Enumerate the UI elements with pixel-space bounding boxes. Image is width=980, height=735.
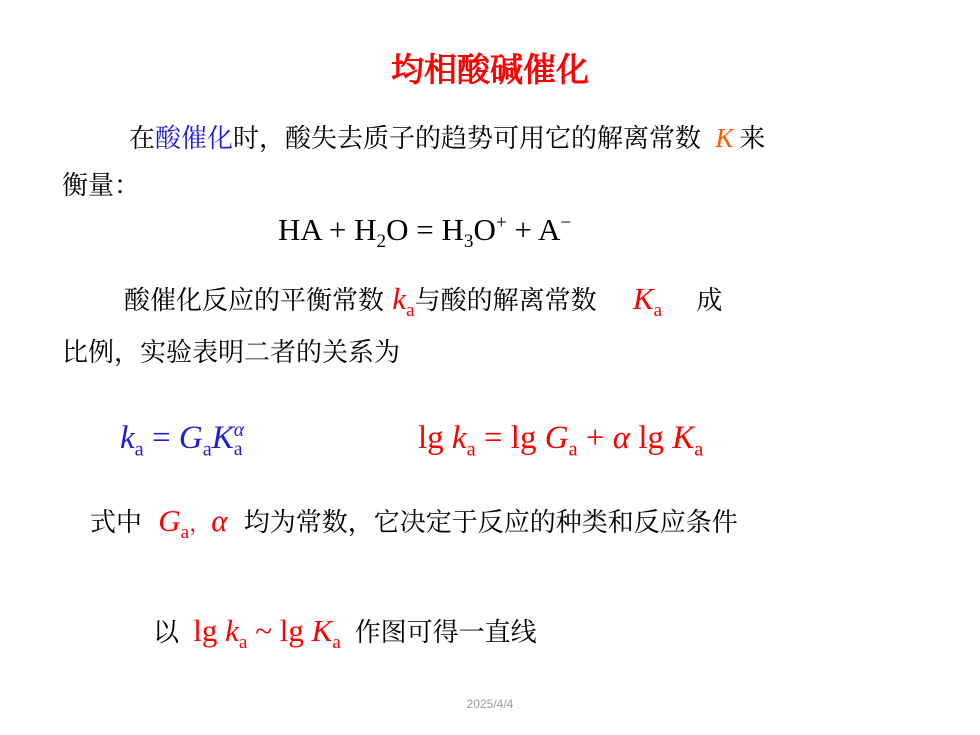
eq2-k: $k_a$ [120, 420, 144, 461]
eq3-lg-2: lg [510, 420, 537, 456]
eq1-plus-2: + [514, 212, 532, 247]
paragraph-1-line-2: 衡量： [62, 171, 141, 201]
eq3-k: $k_a$ [451, 420, 476, 461]
eq2-K: K α a [211, 418, 245, 461]
paragraph-2-line-1 [124, 280, 723, 322]
eq3-alpha: α [612, 420, 631, 456]
p1-after: 时，酸失去质子的趋势可用它的解离常数 [233, 124, 702, 154]
eq2-G: $G_a$ [178, 420, 212, 461]
eq3-plus: + [585, 420, 605, 456]
paragraph-2-line-2: 比例，实验表明二者的关系为 [62, 338, 401, 368]
eq3-K: $K_a$ [672, 420, 704, 461]
paragraph-4 [153, 612, 537, 654]
paragraph-1-line-1 [129, 118, 765, 155]
symbol-ka: $k_a$ [392, 281, 415, 322]
p3-prefix: 式中 [90, 508, 143, 538]
p2-text-3: 成 [696, 286, 723, 316]
eq3-lg-1: lg [418, 420, 444, 456]
p3-symbol-Ga: $G_a$ [158, 503, 190, 544]
p4-text: 作图可得一直线 [354, 618, 537, 648]
p1-highlight-acid-catalysis: 酸催化 [155, 124, 234, 154]
p3-comma: ， [189, 512, 212, 537]
eq1-equals: = [416, 212, 434, 247]
equation-dissociation [278, 212, 572, 253]
eq3-lg-3: lg [638, 420, 664, 456]
eq1-a-minus: A− [537, 212, 572, 247]
p2-text-1: 酸催化反应的平衡常数 [124, 286, 385, 316]
paragraph-3 [90, 502, 738, 544]
symbol-Ka: $K_a$ [632, 281, 663, 322]
slide-title: 均相酸碱催化 [391, 50, 589, 89]
p4-formula: $\lg k_a$ ~ $\lg K_a$ [193, 613, 341, 654]
equation-log-form [418, 420, 704, 461]
p1-end: 来 [739, 124, 766, 154]
p2-text-2: 与酸的解离常数 [414, 286, 597, 316]
p3-symbol-alpha: α [211, 503, 228, 538]
eq1-ha: HA [278, 212, 322, 247]
eq3-G: $G_a$ [544, 420, 578, 461]
p1-before: 在 [129, 124, 156, 154]
slide-date: 2025/4/4 [466, 697, 514, 711]
eq1-h2o: $H_2O$ [354, 212, 409, 253]
p3-text: 均为常数，它决定于反应的种类和反应条件 [243, 508, 738, 538]
equation-bronsted [120, 420, 244, 460]
eq1-h3o: $H_3O^+$ [441, 212, 507, 253]
p4-prefix: 以 [153, 618, 180, 648]
eq3-equals: = [483, 420, 503, 456]
eq2-equals: = [151, 420, 171, 456]
symbol-K: K [715, 123, 734, 153]
eq1-plus-1: + [328, 212, 347, 247]
